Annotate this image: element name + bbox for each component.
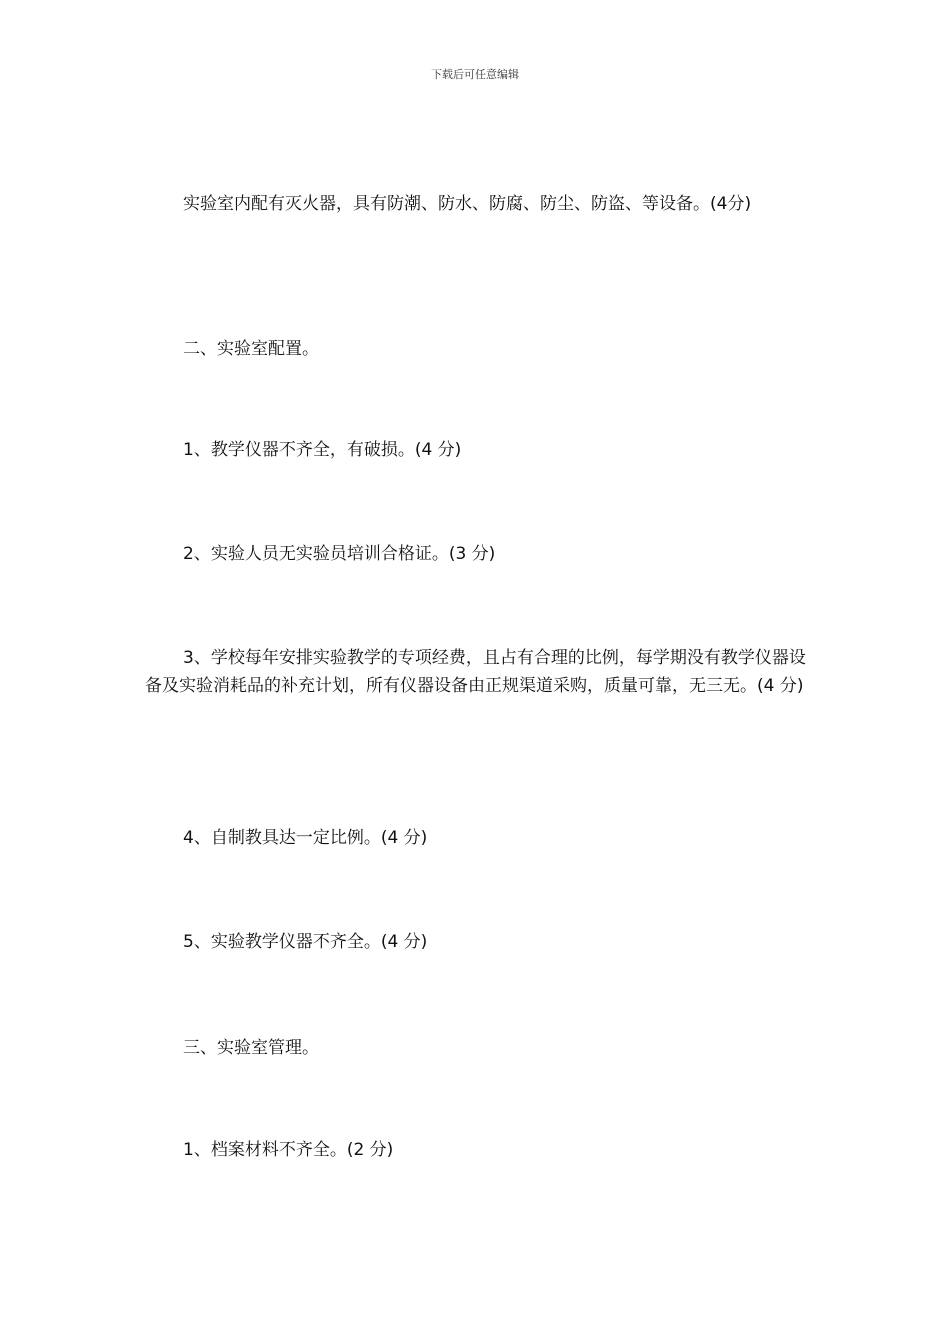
list-item-staff-certificate: 2、实验人员无实验员培训合格证。(3 分): [183, 544, 496, 564]
paragraph-safety-equipment: 实验室内配有灭火器，具有防潮、防水、防腐、防尘、防盗、等设备。(4分): [183, 194, 752, 214]
page-header: 下载后可任意编辑: [431, 68, 519, 81]
list-item-archive-materials: 1、档案材料不齐全。(2 分): [183, 1140, 394, 1160]
list-item-self-made-aids: 4、自制教具达一定比例。(4 分): [183, 828, 428, 848]
list-item-experiment-instruments: 5、实验教学仪器不齐全。(4 分): [183, 932, 428, 952]
section-heading-lab-configuration: 二、实验室配置。: [183, 339, 319, 359]
list-item-funding-plan: 3、学校每年安排实验教学的专项经费，且占有合理的比例，每学期没有教学仪器设备及实验消耗品的补充计划，所有仪器设备由正规渠道采购，质量可靠，无三无。(4 分): [145, 648, 806, 696]
section-heading-lab-management: 三、实验室管理。: [183, 1038, 319, 1058]
list-item-teaching-instruments: 1、教学仪器不齐全，有破损。(4 分): [183, 440, 462, 460]
